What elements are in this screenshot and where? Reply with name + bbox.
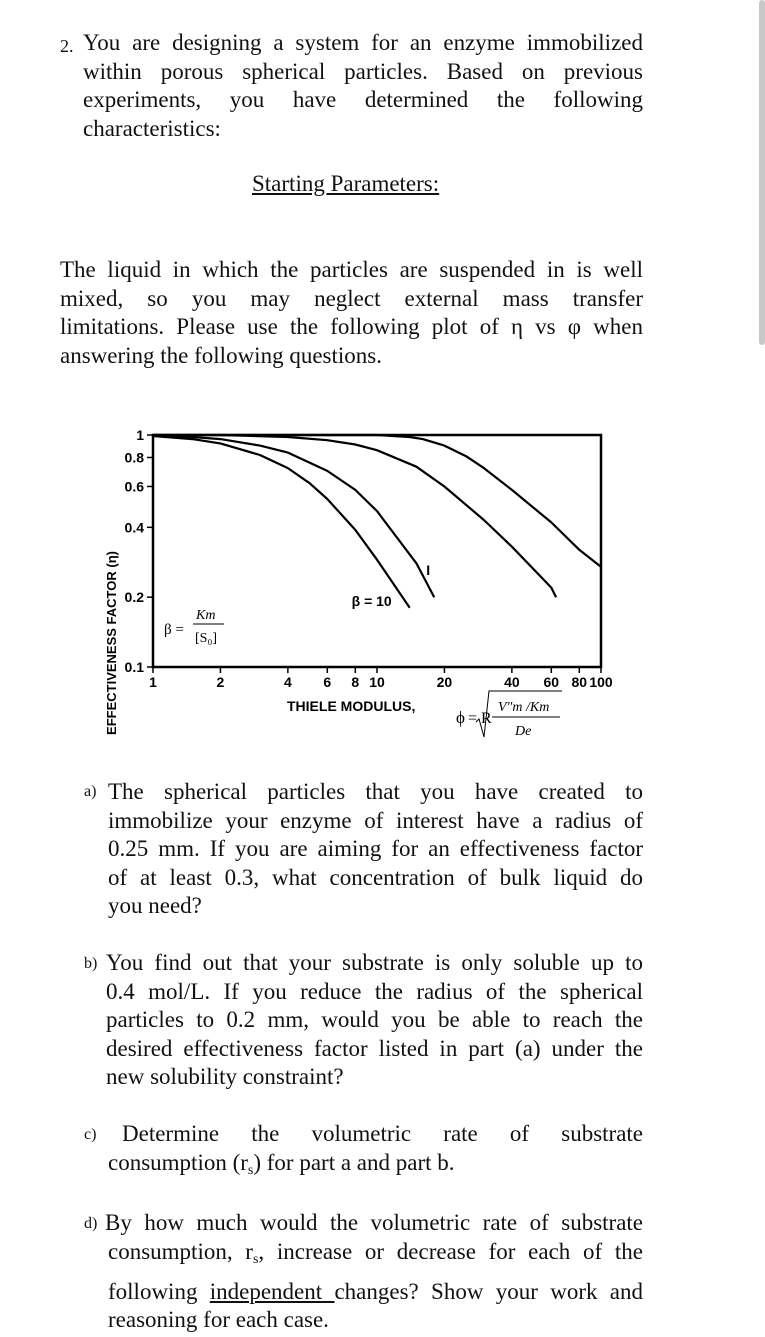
part-a-line: you need? bbox=[108, 893, 202, 918]
part-b-line: desired effectiveness factor listed in part (a) under the bbox=[106, 1035, 643, 1061]
liquid-line: The liquid in which the particles are suspended in is well bbox=[60, 257, 643, 282]
thiele-eq: = R bbox=[468, 710, 492, 727]
liquid-line: answering the following questions. bbox=[60, 342, 382, 368]
part-a-line: The spherical particles that you have created to bbox=[108, 779, 643, 804]
part-c-line2-post: ) for part a and part b. bbox=[253, 1150, 455, 1175]
independent-underlined: independent bbox=[209, 1278, 335, 1304]
x-axis-label: THIELE MODULUS, bbox=[287, 698, 416, 714]
intro-line: You are designing a system for an enzyme immobilized bbox=[83, 30, 643, 55]
thiele-formula bbox=[456, 691, 562, 739]
x-tick-label: 40 bbox=[504, 674, 520, 690]
part-a-marker: a) bbox=[84, 783, 97, 800]
series-line bbox=[153, 435, 434, 597]
beta-definition bbox=[164, 608, 224, 646]
series-label: β = 10 bbox=[351, 592, 392, 609]
part-c-marker: c) bbox=[84, 1126, 97, 1143]
thiele-phi: ϕ bbox=[456, 708, 465, 727]
part-d-line: reasoning for each case. bbox=[108, 1307, 329, 1332]
part-b-text bbox=[106, 949, 643, 1092]
plot-frame bbox=[153, 435, 601, 667]
x-tick-label: 6 bbox=[323, 674, 332, 690]
y-tick-label: 1 bbox=[136, 427, 144, 443]
part-a-text bbox=[108, 778, 643, 921]
part-d-line bbox=[108, 1238, 643, 1275]
intro-line: within porous spherical particles. Based on previous bbox=[83, 58, 643, 84]
part-d-line2-post: , increase or decrease for each of the bbox=[258, 1239, 643, 1264]
scrollbar[interactable] bbox=[759, 0, 765, 345]
part-b-marker: b) bbox=[84, 955, 98, 972]
part-b-line: new solubility constraint? bbox=[106, 1064, 344, 1089]
part-d-line2-pre: consumption, r bbox=[108, 1239, 253, 1264]
liquid-line: limitations. Please use the following plot of η vs φ when bbox=[60, 314, 643, 339]
part-d-line: By how much would the volumetric rate of substrate bbox=[105, 1210, 643, 1235]
part-a-line: of at least 0.3, what concentration of bulk liquid do bbox=[108, 864, 643, 890]
part-a-line: immobilize your enzyme of interest have a radius of bbox=[108, 807, 643, 833]
x-tick-label: 10 bbox=[369, 674, 385, 690]
part-c-text bbox=[122, 1120, 643, 1149]
y-tick-label: 0.2 bbox=[124, 589, 144, 606]
x-tick-label: 1 bbox=[149, 674, 157, 690]
intro-line: characteristics: bbox=[83, 115, 221, 141]
y-tick-label: 0.1 bbox=[124, 659, 144, 675]
part-b-line: You find out that your substrate is only soluble up to bbox=[106, 950, 643, 975]
x-tick-label: 80 bbox=[571, 674, 588, 690]
part-d-text-2 bbox=[108, 1238, 643, 1335]
intro-paragraph bbox=[83, 29, 643, 143]
part-d-text bbox=[105, 1209, 643, 1238]
part-c-text-2 bbox=[108, 1149, 643, 1186]
starting-parameters-heading: Starting Parameters: bbox=[252, 171, 440, 196]
thiele-numerator: V″m /Km bbox=[498, 700, 550, 715]
effectiveness-factor-chart bbox=[0, 395, 765, 755]
intro-line: experiments, you have determined the following bbox=[83, 87, 643, 112]
beta-lhs: β = bbox=[164, 622, 184, 638]
series-line bbox=[153, 435, 601, 567]
part-b-line: 0.4 mol/L. If you reduce the radius of the spherical bbox=[106, 978, 643, 1004]
thiele-denominator: De bbox=[515, 724, 532, 739]
x-tick-label: 8 bbox=[351, 674, 360, 690]
series-label: I bbox=[426, 562, 431, 579]
y-axis-label: EFFECTIVENESS FACTOR (η) bbox=[104, 551, 119, 735]
part-c-line2-pre: consumption (r bbox=[108, 1150, 248, 1175]
y-tick-label: 0.4 bbox=[124, 519, 144, 536]
x-tick-label: 100 bbox=[589, 674, 613, 690]
liquid-paragraph bbox=[60, 256, 643, 370]
part-c-line: Determine the volumetric rate of substrate bbox=[122, 1121, 643, 1146]
part-b-line: particles to 0.2 mm, would you be able to reach the bbox=[106, 1007, 643, 1032]
part-d-line bbox=[108, 1278, 643, 1307]
x-tick-label: 2 bbox=[216, 674, 225, 690]
subscript-s: s bbox=[252, 1252, 259, 1267]
part-d-line3-post: changes? Show your work and bbox=[334, 1278, 643, 1304]
part-d-marker: d) bbox=[84, 1215, 98, 1232]
part-c-line bbox=[108, 1149, 643, 1186]
x-tick-label: 20 bbox=[436, 674, 453, 690]
y-tick-label: 0.6 bbox=[124, 478, 144, 495]
question-number: 2. bbox=[60, 36, 74, 56]
x-tick-label: 4 bbox=[283, 674, 292, 690]
x-tick-label: 60 bbox=[543, 674, 560, 690]
series-line bbox=[153, 436, 410, 608]
part-a-line: 0.25 mm. If you are aiming for an effectiveness factor bbox=[108, 836, 643, 861]
part-d-line3-pre: following bbox=[108, 1278, 210, 1304]
y-tick-label: 0.8 bbox=[124, 449, 144, 466]
series-line bbox=[153, 435, 556, 597]
liquid-line: mixed, so you may neglect external mass transfer bbox=[60, 285, 643, 311]
beta-denominator: [S₀] bbox=[195, 631, 217, 646]
subscript-s: s bbox=[247, 1163, 254, 1178]
beta-numerator: Km bbox=[196, 608, 216, 623]
